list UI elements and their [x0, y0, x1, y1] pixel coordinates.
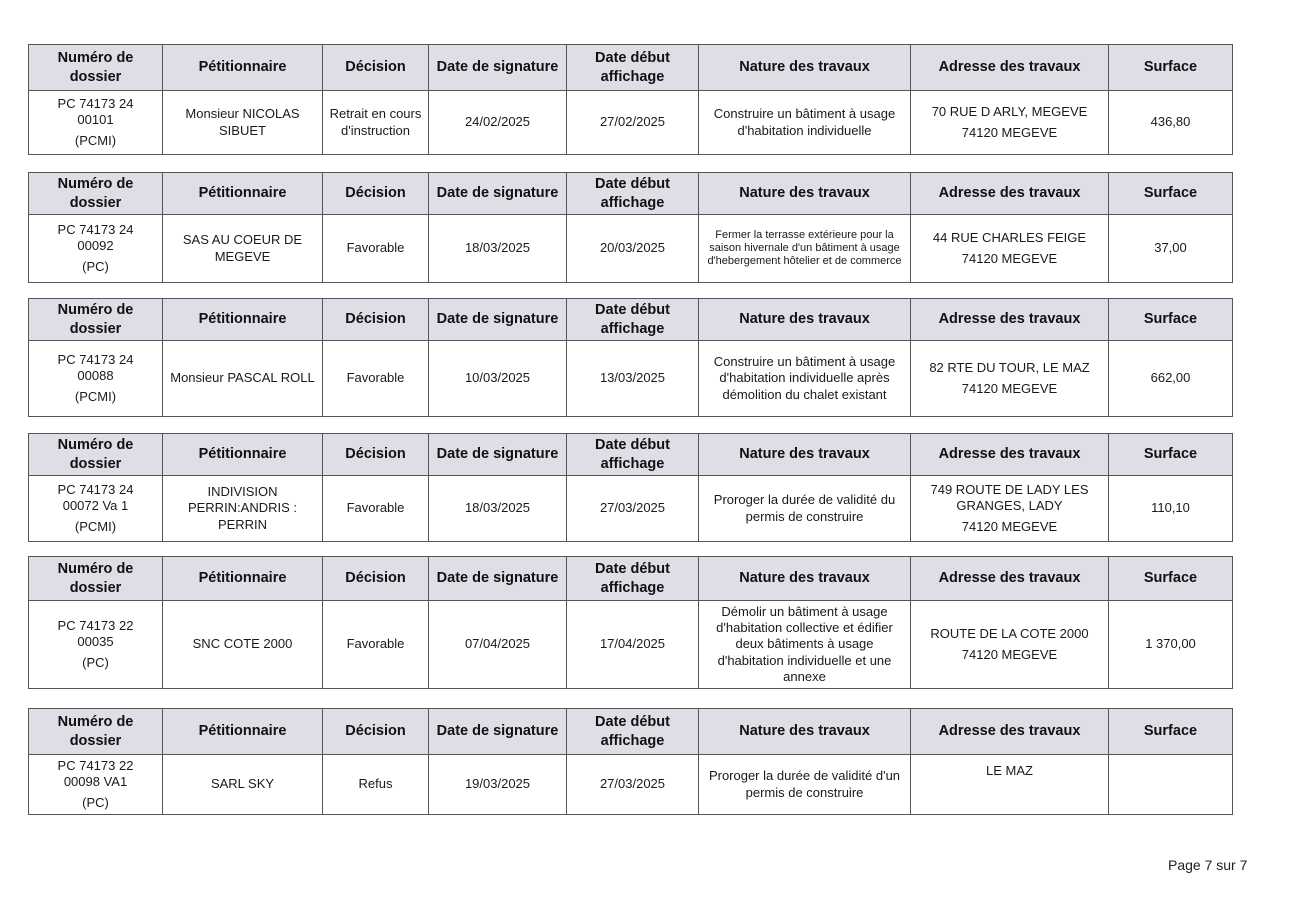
table-row	[29, 601, 1233, 689]
header-petitionnaire: Pétitionnaire	[163, 709, 323, 755]
header-numero: Numéro de dossier	[29, 173, 163, 215]
header-row	[29, 709, 1233, 755]
header-date-signature: Date de signature	[429, 709, 567, 755]
permit-table-5	[28, 556, 1233, 689]
cell-surface: 662,00	[1109, 341, 1233, 417]
header-date-affichage: Date début affichage	[567, 45, 699, 91]
permit-table-3	[28, 298, 1233, 417]
header-numero: Numéro de dossier	[29, 709, 163, 755]
table-row	[29, 755, 1233, 815]
cell-date-signature: 18/03/2025	[429, 215, 567, 283]
header-decision: Décision	[323, 173, 429, 215]
numero-line-2: 00092	[77, 238, 114, 254]
header-decision: Décision	[323, 434, 429, 476]
permit-table-6	[28, 708, 1233, 815]
cell-date-signature: 19/03/2025	[429, 755, 567, 815]
cell-date-signature: 24/02/2025	[429, 91, 567, 155]
adresse-line-2: 74120 MEGEVE	[961, 124, 1058, 140]
cell-adresse	[911, 601, 1109, 689]
header-date-affichage: Date début affichage	[567, 557, 699, 601]
header-date-affichage: Date début affichage	[567, 709, 699, 755]
cell-nature: Construire un bâtiment à usage d'habitation individuelle	[699, 91, 911, 155]
cell-date-affichage: 27/03/2025	[567, 755, 699, 815]
cell-date-signature: 18/03/2025	[429, 476, 567, 542]
cell-petitionnaire: Monsieur NICOLAS SIBUET	[163, 91, 323, 155]
header-numero: Numéro de dossier	[29, 299, 163, 341]
cell-numero	[29, 755, 163, 815]
numero-line-2: 00072 Va 1	[62, 498, 129, 514]
adresse-line-1: 44 RUE CHARLES FEIGE	[932, 230, 1087, 246]
header-surface: Surface	[1109, 557, 1233, 601]
cell-surface: 37,00	[1109, 215, 1233, 283]
cell-numero	[29, 601, 163, 689]
header-adresse: Adresse des travaux	[911, 45, 1109, 91]
header-surface: Surface	[1109, 173, 1233, 215]
cell-decision: Favorable	[323, 601, 429, 689]
adresse-line-1: ROUTE DE LA COTE 2000	[930, 626, 1089, 642]
cell-date-affichage: 13/03/2025	[567, 341, 699, 417]
header-surface: Surface	[1109, 434, 1233, 476]
header-petitionnaire: Pétitionnaire	[163, 299, 323, 341]
cell-petitionnaire: SAS AU COEUR DE MEGEVE	[163, 215, 323, 283]
cell-nature: Fermer la terrasse extérieure pour la saison hivernale d'un bâtiment à usage d'hebergement hôtelier et de commerce	[699, 215, 911, 283]
header-date-signature: Date de signature	[429, 557, 567, 601]
header-decision: Décision	[323, 45, 429, 91]
cell-numero	[29, 215, 163, 283]
cell-date-affichage: 27/02/2025	[567, 91, 699, 155]
numero-type: (PC)	[82, 794, 109, 810]
header-nature: Nature des travaux	[699, 434, 911, 476]
table-row	[29, 476, 1233, 542]
cell-nature: Proroger la durée de validité d'un permis de construire	[699, 755, 911, 815]
header-surface: Surface	[1109, 299, 1233, 341]
header-adresse: Adresse des travaux	[911, 709, 1109, 755]
cell-decision: Favorable	[323, 341, 429, 417]
header-decision: Décision	[323, 299, 429, 341]
header-date-signature: Date de signature	[429, 299, 567, 341]
numero-line-1: PC 74173 22	[57, 758, 134, 774]
header-nature: Nature des travaux	[699, 45, 911, 91]
numero-line-1: PC 74173 24	[57, 352, 134, 368]
header-petitionnaire: Pétitionnaire	[163, 45, 323, 91]
adresse-line-2: 74120 MEGEVE	[961, 646, 1058, 662]
header-date-signature: Date de signature	[429, 434, 567, 476]
header-surface: Surface	[1109, 709, 1233, 755]
cell-date-affichage: 20/03/2025	[567, 215, 699, 283]
adresse-line-1: 70 RUE D ARLY, MEGEVE	[931, 104, 1088, 120]
cell-petitionnaire: INDIVISION PERRIN:ANDRIS : PERRIN	[163, 476, 323, 542]
cell-date-affichage: 17/04/2025	[567, 601, 699, 689]
cell-adresse	[911, 476, 1109, 542]
numero-type: (PCMI)	[74, 518, 117, 534]
cell-numero	[29, 341, 163, 417]
numero-line-2: 00101	[77, 112, 114, 128]
header-petitionnaire: Pétitionnaire	[163, 557, 323, 601]
header-adresse: Adresse des travaux	[911, 299, 1109, 341]
cell-surface: 1 370,00	[1109, 601, 1233, 689]
header-date-affichage: Date début affichage	[567, 173, 699, 215]
header-numero: Numéro de dossier	[29, 434, 163, 476]
header-nature: Nature des travaux	[699, 299, 911, 341]
numero-type: (PCMI)	[74, 132, 117, 148]
header-numero: Numéro de dossier	[29, 45, 163, 91]
header-decision: Décision	[323, 557, 429, 601]
numero-line-1: PC 74173 22	[57, 618, 134, 634]
adresse-line-2: 74120 MEGEVE	[961, 380, 1058, 396]
header-adresse: Adresse des travaux	[911, 173, 1109, 215]
header-adresse: Adresse des travaux	[911, 557, 1109, 601]
cell-decision: Favorable	[323, 215, 429, 283]
cell-adresse	[911, 755, 1109, 815]
cell-nature: Proroger la durée de validité du permis de construire	[699, 476, 911, 542]
adresse-line-1: 749 ROUTE DE LADY LES GRANGES, LADY	[930, 482, 1089, 514]
numero-type: (PC)	[82, 654, 109, 670]
header-row	[29, 434, 1233, 476]
cell-decision: Refus	[323, 755, 429, 815]
adresse-line-2: 74120 MEGEVE	[961, 518, 1058, 534]
header-row	[29, 299, 1233, 341]
header-date-affichage: Date début affichage	[567, 299, 699, 341]
header-date-signature: Date de signature	[429, 45, 567, 91]
table-row	[29, 215, 1233, 283]
table-row	[29, 91, 1233, 155]
cell-date-affichage: 27/03/2025	[567, 476, 699, 542]
header-row	[29, 557, 1233, 601]
header-date-affichage: Date début affichage	[567, 434, 699, 476]
header-surface: Surface	[1109, 45, 1233, 91]
adresse-line-1: 82 RTE DU TOUR, LE MAZ	[929, 360, 1090, 376]
cell-adresse	[911, 215, 1109, 283]
cell-nature: Démolir un bâtiment à usage d'habitation collective et édifier deux bâtiments à usage d'habitation individuelle et une annexe	[699, 601, 911, 689]
cell-surface: 110,10	[1109, 476, 1233, 542]
header-row	[29, 173, 1233, 215]
permit-table-2	[28, 172, 1233, 283]
header-nature: Nature des travaux	[699, 709, 911, 755]
numero-type: (PCMI)	[74, 388, 117, 404]
header-decision: Décision	[323, 709, 429, 755]
numero-line-1: PC 74173 24	[57, 222, 134, 238]
numero-line-1: PC 74173 24	[57, 96, 134, 112]
header-adresse: Adresse des travaux	[911, 434, 1109, 476]
cell-numero	[29, 476, 163, 542]
header-nature: Nature des travaux	[699, 173, 911, 215]
cell-nature: Construire un bâtiment à usage d'habitation individuelle après démolition du chalet existant	[699, 341, 911, 417]
adresse-line-2: 74120 MEGEVE	[961, 250, 1058, 266]
numero-type: (PC)	[82, 258, 109, 274]
header-petitionnaire: Pétitionnaire	[163, 434, 323, 476]
cell-adresse	[911, 91, 1109, 155]
cell-date-signature: 07/04/2025	[429, 601, 567, 689]
cell-numero	[29, 91, 163, 155]
page-number: Page 7 sur 7	[1168, 857, 1248, 873]
header-numero: Numéro de dossier	[29, 557, 163, 601]
table-row	[29, 341, 1233, 417]
numero-line-1: PC 74173 24	[57, 482, 134, 498]
cell-surface	[1109, 755, 1233, 815]
cell-date-signature: 10/03/2025	[429, 341, 567, 417]
cell-decision: Favorable	[323, 476, 429, 542]
permit-table-4	[28, 433, 1233, 542]
numero-line-2: 00035	[77, 634, 114, 650]
adresse-line-1: LE MAZ	[986, 763, 1033, 778]
cell-petitionnaire: SNC COTE 2000	[163, 601, 323, 689]
numero-line-2: 00088	[77, 368, 114, 384]
header-row	[29, 45, 1233, 91]
numero-line-2: 00098 VA1	[63, 774, 128, 790]
header-nature: Nature des travaux	[699, 557, 911, 601]
header-date-signature: Date de signature	[429, 173, 567, 215]
header-petitionnaire: Pétitionnaire	[163, 173, 323, 215]
cell-adresse	[911, 341, 1109, 417]
cell-decision: Retrait en cours d'instruction	[323, 91, 429, 155]
cell-surface: 436,80	[1109, 91, 1233, 155]
cell-petitionnaire: Monsieur PASCAL ROLL	[163, 341, 323, 417]
cell-petitionnaire: SARL SKY	[163, 755, 323, 815]
permit-table-1	[28, 44, 1233, 155]
